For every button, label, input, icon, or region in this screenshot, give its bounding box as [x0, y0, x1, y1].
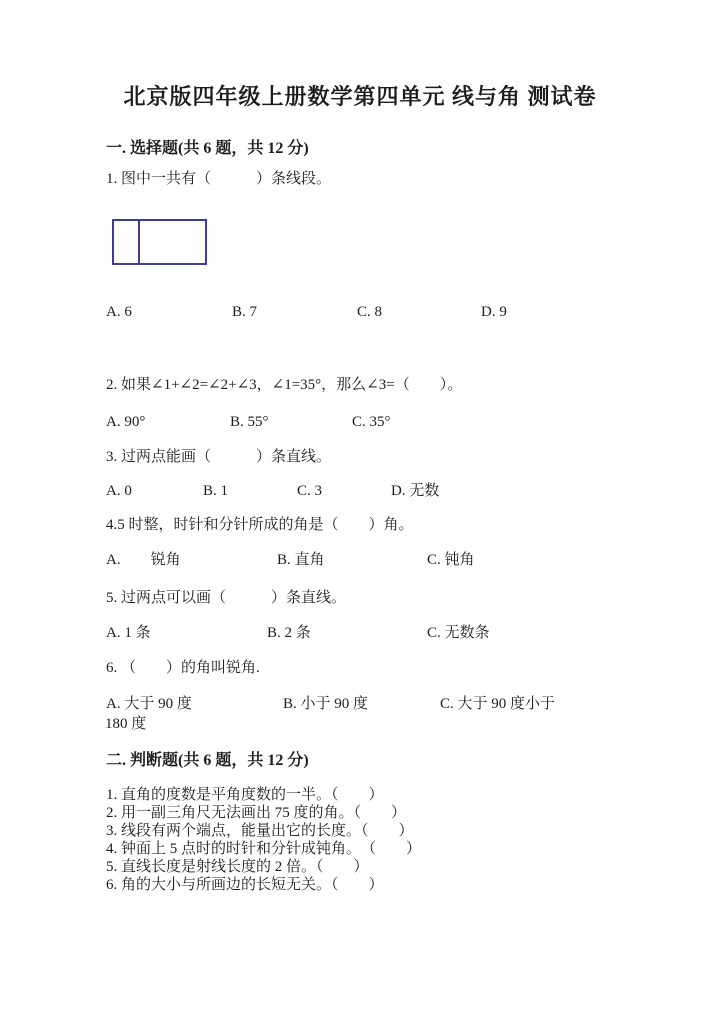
- q4-option-b: B. 直角: [277, 552, 325, 568]
- judgment-3: 3. 线段有两个端点，能量出它的长度。（ ）: [106, 823, 414, 839]
- q5-option-a: A. 1 条: [106, 625, 151, 641]
- judgment-6: 6. 角的大小与所画边的长短无关。（ ）: [106, 877, 384, 893]
- question-1-text: 1. 图中一共有（ ）条线段。: [106, 171, 332, 187]
- judgment-4: 4. 钟面上 5 点时的时针和分针成钝角。 （ ）: [106, 841, 422, 857]
- q3-option-a: A. 0: [106, 483, 132, 499]
- judgment-5: 5. 直线长度是射线长度的 2 倍。（ ）: [106, 859, 369, 875]
- q2-option-c: C. 35°: [352, 414, 391, 430]
- q1-option-c: C. 8: [357, 304, 383, 320]
- q2-option-a: A. 90°: [106, 414, 146, 430]
- q5-option-b: B. 2 条: [267, 625, 311, 641]
- question-6-text: 6. （ ）的角叫锐角.: [106, 660, 260, 676]
- section2-heading: 二. 判断题(共 6 题，共 12 分): [106, 752, 309, 769]
- q6-option-c-wrap: 180 度: [105, 716, 147, 732]
- q4-option-a: A. 锐角: [106, 552, 181, 568]
- q2-option-b: B. 55°: [230, 414, 269, 430]
- q1-option-d: D. 9: [481, 304, 507, 320]
- section1-heading: 一. 选择题(共 6 题，共 12 分): [106, 140, 309, 157]
- q3-option-c: C. 3: [297, 483, 323, 499]
- q1-option-a: A. 6: [106, 304, 132, 320]
- judgment-1: 1. 直角的度数是平角度数的一半。（ ）: [106, 787, 384, 803]
- q4-option-c: C. 钝角: [427, 552, 475, 568]
- page-title: 北京版四年级上册数学第四单元 线与角 测试卷: [123, 84, 597, 109]
- divided-rectangle-figure: [112, 219, 207, 265]
- question-2-text: 2. 如果∠1+∠2=∠2+∠3，∠1=35°，那么∠3=（ ）。: [106, 377, 463, 393]
- q1-option-b: B. 7: [232, 304, 258, 320]
- question-5-text: 5. 过两点可以画（ ）条直线。: [106, 590, 347, 606]
- q6-option-c: C. 大于 90 度小于: [440, 696, 556, 712]
- question-3-text: 3. 过两点能画（ ）条直线。: [106, 449, 332, 465]
- q5-option-c: C. 无数条: [427, 625, 490, 641]
- figure-divider-line: [138, 221, 140, 263]
- q3-option-b: B. 1: [203, 483, 229, 499]
- q3-option-d: D. 无数: [391, 483, 440, 499]
- question-4-text: 4.5 时整，时针和分针所成的角是（ ）角。: [106, 517, 414, 533]
- judgment-2: 2. 用一副三角尺无法画出 75 度的角。（ ）: [106, 805, 407, 821]
- q6-option-b: B. 小于 90 度: [283, 696, 369, 712]
- q6-option-a: A. 大于 90 度: [106, 696, 192, 712]
